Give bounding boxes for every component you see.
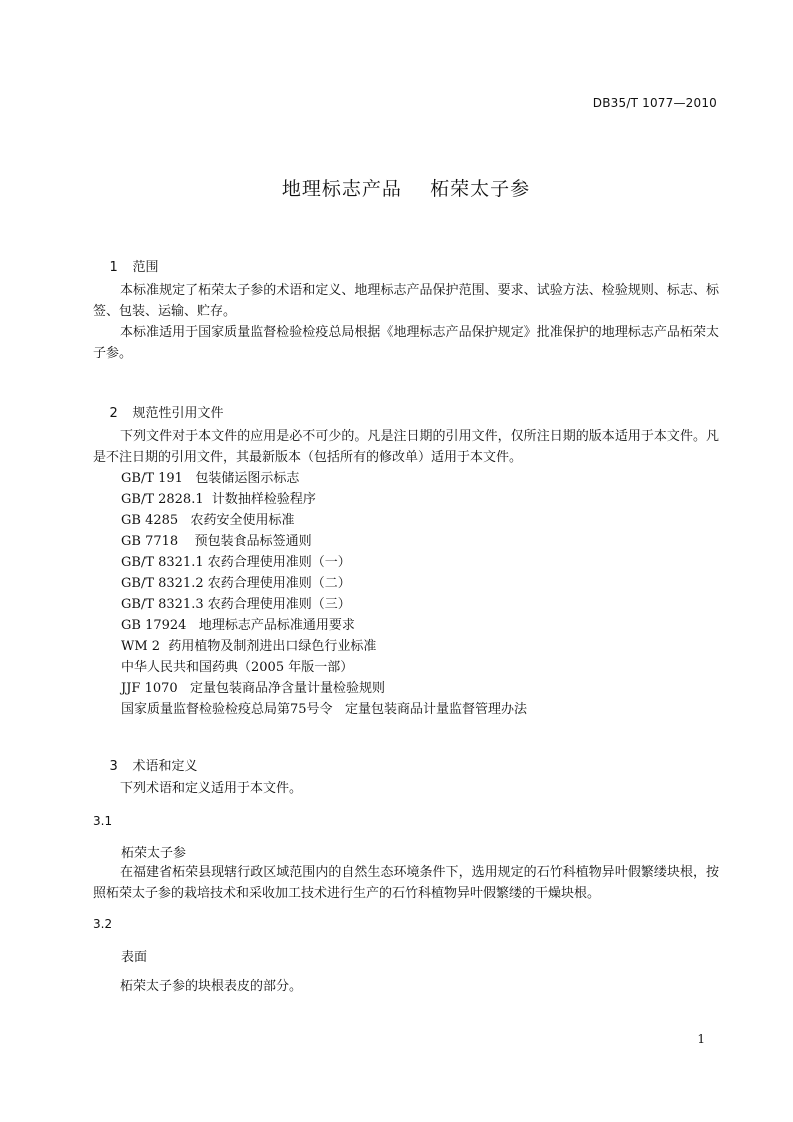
reference-list (121, 468, 527, 720)
term-label: 柘荣太子参 (121, 846, 187, 861)
clause-number: 3.1 (93, 814, 113, 828)
document-title: 地理标志产品 柘荣太子参 (281, 178, 531, 200)
section-1-number: 1 (109, 260, 118, 275)
reference-item: 国家质量监督检验检疫总局第75号令 定量包装商品计量监督管理办法 (121, 702, 527, 717)
page-number: 1 (697, 1032, 705, 1046)
section-2-intro: 下列文件对于本文件的应用是必不可少的。凡是注日期的引用文件，仅所注日期的版本适用于本文件。凡是不注日期的引用文件，其最新版本（包括所有的修改单）适用于本文件。 (93, 429, 719, 465)
clause-number: 3.2 (93, 917, 113, 931)
section-2-number: 2 (109, 406, 118, 421)
term-definition: 柘荣太子参的块根表皮的部分。 (120, 979, 303, 994)
section-1-paragraph-1: 本标准规定了柘荣太子参的术语和定义、地理标志产品保护范围、要求、试验方法、检验规则、标志、标签、包装、运输、贮存。 (93, 283, 719, 319)
section-3-title: 术语和定义 (132, 759, 198, 774)
section-3-number: 3 (109, 759, 118, 774)
reference-item: JJF 1070 定量包装商品净含量计量检验规则 (121, 681, 386, 696)
reference-item: GB/T 8321.1 农药合理使用准则（一） (121, 555, 351, 570)
section-2-title: 规范性引用文件 (132, 406, 224, 421)
section-3-intro: 下列术语和定义适用于本文件。 (120, 781, 303, 796)
term-label: 表面 (121, 950, 148, 965)
reference-item: GB/T 2828.1 计数抽样检验程序 (121, 492, 316, 507)
term-definition: 在福建省柘荣县现辖行政区域范围内的自然生态环境条件下，选用规定的石竹科植物异叶假繁缕块根，按照柘荣太子参的栽培技术和采收加工技术进行生产的石竹科植物异叶假繁缕的干燥块根。 (93, 865, 719, 901)
reference-item: GB 17924 地理标志产品标准通用要求 (121, 618, 355, 633)
section-1-paragraph-2: 本标准适用于国家质量监督检验检疫总局根据《地理标志产品保护规定》批准保护的地理标志产品柘荣太子参。 (93, 325, 719, 361)
reference-item: GB 4285 农药安全使用标准 (121, 513, 295, 528)
reference-item: WM 2 药用植物及制剂进出口绿色行业标准 (121, 639, 377, 654)
section-1-title: 范围 (132, 260, 159, 275)
reference-item: GB/T 8321.3 农药合理使用准则（三） (121, 597, 351, 612)
reference-item: GB 7718 预包装食品标签通则 (121, 534, 312, 549)
reference-item: GB/T 191 包装储运图示标志 (121, 471, 300, 486)
reference-item: GB/T 8321.2 农药合理使用准则（二） (121, 576, 351, 591)
reference-item: 中华人民共和国药典（2005 年版一部） (121, 660, 354, 675)
document-code: DB35/T 1077—2010 (592, 96, 717, 110)
